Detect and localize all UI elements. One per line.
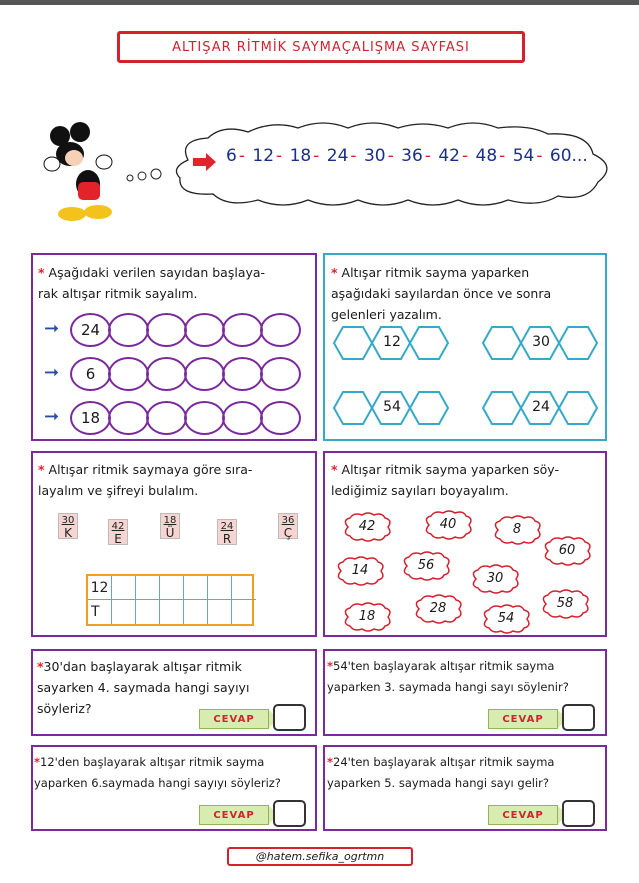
code-card: 30 K (58, 513, 78, 539)
bubble-number: 56 (417, 558, 435, 573)
answer-box[interactable] (562, 704, 595, 731)
star-icon: * (37, 659, 44, 674)
q5-line1: 30'dan başlayarak altışar ritmik (43, 659, 242, 674)
bubble-number: 42 (358, 519, 376, 534)
q7-line2: yaparken 6.saymada hangi sayıyı söyleriz? (34, 776, 281, 790)
answer-ring[interactable] (146, 357, 187, 391)
cevap-label: CEVAP (199, 709, 269, 729)
q1-line1: Aşağıdaki verilen sayıdan başlaya- (48, 265, 266, 280)
q4-text (331, 459, 605, 501)
answer-ring[interactable] (146, 313, 187, 347)
q5-line2: sayarken 4. saymada hangi sayıyı (37, 680, 250, 695)
start-number: 18 (70, 401, 111, 435)
q3-text (38, 459, 314, 501)
bubble-number: 60 (558, 543, 576, 558)
bubble-number: 30 (486, 571, 504, 586)
grid-letter: T (88, 600, 112, 624)
q1-line2: rak altışar ritmik sayalım. (38, 286, 198, 301)
star-icon: * (38, 462, 45, 477)
seq-item: 24 (326, 146, 349, 166)
q3-line2: layalım ve şifreyi bulalım. (38, 483, 199, 498)
q3-line1: Altışar ritmik saymaya göre sıra- (48, 462, 253, 477)
hex-value: 30 (532, 334, 550, 350)
page-title (117, 31, 525, 63)
hex-value: 54 (383, 399, 401, 415)
q4-line2: lediğimiz sayıları boyayalım. (331, 483, 509, 498)
seq-item: 42 (438, 146, 460, 166)
answer-ring[interactable] (184, 313, 225, 347)
bubble-number: 28 (429, 601, 447, 616)
hex-value: 24 (532, 399, 550, 415)
answer-ring[interactable] (108, 401, 149, 435)
answer-box[interactable] (273, 704, 306, 731)
answer-box[interactable] (562, 800, 595, 827)
seq-item: 60... (549, 146, 588, 166)
q4-line1: Altışar ritmik sayma yaparken söy- (341, 462, 559, 477)
q2-line2: aşağıdaki sayılardan önce ve sonra (331, 286, 552, 301)
seq-item: 54 (512, 146, 535, 166)
bubble-number: 8 (512, 522, 522, 537)
seq-item: 36 (401, 146, 423, 166)
answer-ring[interactable] (108, 357, 149, 391)
q2-hexagons (330, 324, 605, 434)
cevap-label: CEVAP (488, 709, 558, 729)
q6-line1: 54'ten başlayarak altışar ritmik sayma (333, 659, 555, 673)
q7-text (34, 752, 316, 794)
star-icon: * (327, 659, 334, 673)
bubble-number: 40 (439, 517, 457, 532)
q1-text (38, 262, 314, 304)
answer-ring[interactable] (260, 313, 301, 347)
q8-line1: 24'ten başlayarak altışar ritmik sayma (333, 755, 555, 769)
answer-ring[interactable] (260, 401, 301, 435)
q8-line2: yaparken 5. saymada hangi sayı gelir? (327, 776, 549, 790)
star-icon: * (331, 265, 338, 280)
bubble-number: 18 (358, 609, 376, 624)
answer-ring[interactable] (222, 401, 263, 435)
arrow-icon: ➞ (44, 406, 60, 427)
q5-line3: söyleriz? (37, 701, 92, 716)
q8-text (327, 752, 605, 794)
star-icon: * (34, 755, 41, 769)
footer-handle: @hatem.sefika_ogrtmn (227, 847, 413, 866)
q6-line2: yaparken 3. saymada hangi sayı söylenir? (327, 680, 569, 694)
star-icon: * (327, 755, 334, 769)
cevap-label: CEVAP (488, 805, 558, 825)
cevap-label: CEVAP (199, 805, 269, 825)
arrow-icon: ➞ (44, 318, 60, 339)
q2-line3: gelenleri yazalım. (331, 307, 442, 322)
hex-value: 12 (383, 334, 401, 350)
start-number: 6 (70, 357, 111, 391)
q6-text (327, 656, 605, 698)
q7-line1: 12'den başlayarak altışar ritmik sayma (40, 755, 265, 769)
answer-ring[interactable] (222, 357, 263, 391)
grid-number: 12 (88, 576, 112, 600)
seq-item: 6 (226, 146, 237, 166)
answer-ring[interactable] (222, 313, 263, 347)
q2-line1: Altışar ritmik sayma yaparken (341, 265, 530, 280)
code-card: 18 Ü (160, 513, 180, 539)
q2-text (331, 262, 605, 325)
answer-ring[interactable] (260, 357, 301, 391)
answer-ring[interactable] (146, 401, 187, 435)
start-number: 24 (70, 313, 111, 347)
arrow-icon: ➞ (44, 362, 60, 383)
bubble-number: 54 (497, 611, 515, 626)
code-card: 24 R (217, 519, 237, 545)
answer-ring[interactable] (184, 357, 225, 391)
sequence: 6 - 12 - 18 - 24 - 30 - 36 - 42 - 48 - 54 - 60... (226, 146, 588, 166)
star-icon: * (38, 265, 45, 280)
bubble-number: 14 (351, 563, 369, 578)
answer-box[interactable] (273, 800, 306, 827)
answer-ring[interactable] (108, 313, 149, 347)
star-icon: * (331, 462, 338, 477)
seq-item: 30 (363, 146, 386, 166)
code-card: 42 E (108, 519, 128, 545)
cipher-grid (86, 574, 254, 626)
seq-item: 18 (289, 146, 312, 166)
seq-item: 48 (475, 146, 498, 166)
title-part-2: ÇALIŞMA SAYFASI (341, 39, 470, 55)
code-card: 36 Ç (278, 513, 298, 539)
mickey-illustration (38, 122, 128, 232)
title-part-1: ALTIŞAR RİTMİK SAYMA (172, 39, 342, 55)
bubble-number: 58 (556, 596, 574, 611)
seq-item: 12 (252, 146, 275, 166)
answer-ring[interactable] (184, 401, 225, 435)
